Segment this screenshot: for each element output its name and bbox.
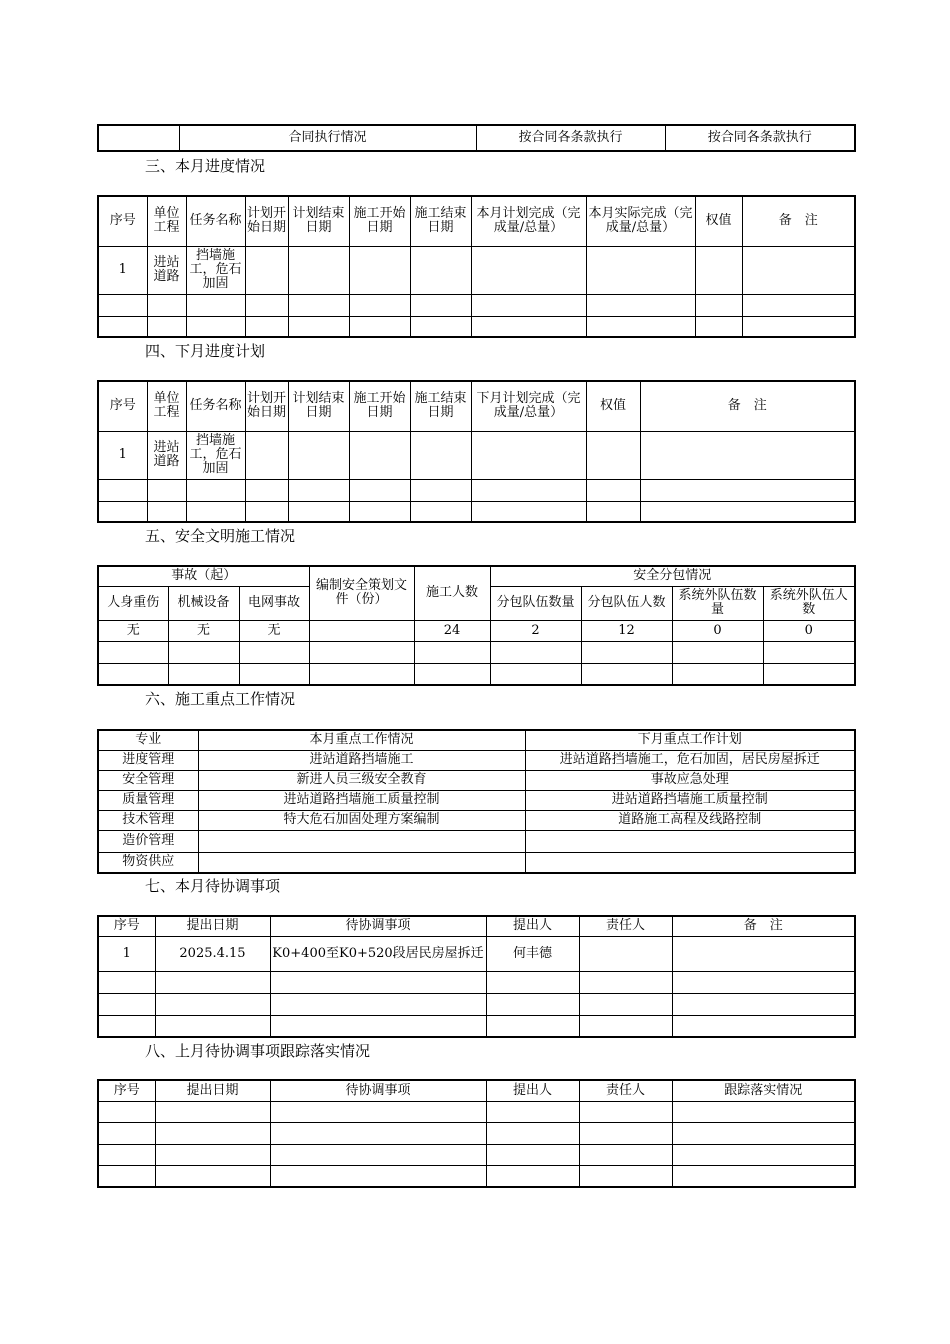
table-cell <box>270 993 486 1015</box>
table-cell: 质量管理 <box>98 790 198 810</box>
table-cell <box>486 1165 579 1187</box>
table-cell <box>695 246 742 294</box>
table-cell <box>155 1144 270 1165</box>
table-cell <box>186 479 245 501</box>
table-cell <box>742 316 855 337</box>
table-cell <box>742 246 855 294</box>
table-cell <box>672 663 763 685</box>
header-cell: 分包队伍数量 <box>490 586 581 620</box>
table-cell: 进站道路 <box>147 431 186 479</box>
header-cell: 系统外队伍数量 <box>672 586 763 620</box>
table-cell: 进站道路挡墙施工质量控制 <box>525 790 855 810</box>
table-cell <box>309 663 414 685</box>
table-cell <box>349 316 410 337</box>
table-cell <box>672 1122 855 1144</box>
header-cell: 序号 <box>98 916 155 936</box>
table-cell: 无 <box>239 620 309 641</box>
header-cell: 事故（起） <box>98 566 309 586</box>
table-cell <box>586 479 640 501</box>
table-cell: K0+400至K0+520段居民房屋拆迁 <box>270 936 486 971</box>
monthly-progress-table <box>97 195 856 338</box>
table-cell: 技术管理 <box>98 810 198 830</box>
table-cell <box>98 1165 155 1187</box>
table-cell: 挡墙施工，危石加固 <box>186 246 245 294</box>
table-cell: 事故应急处理 <box>525 770 855 790</box>
table-cell <box>245 501 288 522</box>
table-cell <box>168 641 239 663</box>
table-cell <box>586 294 695 316</box>
table-cell <box>98 971 155 993</box>
table-cell <box>147 479 186 501</box>
key-work-table <box>97 729 856 874</box>
table-row <box>98 830 855 852</box>
table-cell <box>270 1122 486 1144</box>
header-cell: 备 注 <box>640 381 855 431</box>
table-cell: 道路施工高程及线路控制 <box>525 810 855 830</box>
table-cell <box>245 294 288 316</box>
header-cell: 单位工程 <box>147 381 186 431</box>
table-row <box>98 1165 855 1187</box>
table-cell <box>270 1101 486 1122</box>
contract-value-2: 按合同各条款执行 <box>665 125 855 151</box>
header-cell: 施工结束日期 <box>410 381 471 431</box>
header-cell: 跟踪落实情况 <box>672 1080 855 1101</box>
table-cell <box>198 852 525 873</box>
header-cell: 提出日期 <box>155 916 270 936</box>
header-cell: 待协调事项 <box>270 916 486 936</box>
section-3-title: 三、本月进度情况 <box>145 157 266 175</box>
table-cell <box>288 246 349 294</box>
table-cell <box>155 993 270 1015</box>
table-cell <box>672 1015 855 1037</box>
table-cell <box>245 316 288 337</box>
table-cell <box>147 501 186 522</box>
table-cell <box>579 993 672 1015</box>
table-header-row <box>98 566 855 586</box>
table-cell <box>288 479 349 501</box>
table-cell <box>579 1165 672 1187</box>
header-cell: 序号 <box>98 381 147 431</box>
table-row <box>98 1144 855 1165</box>
table-row <box>98 770 855 790</box>
contract-label: 合同执行情况 <box>179 125 476 151</box>
table-cell <box>168 663 239 685</box>
table-cell <box>270 1165 486 1187</box>
table-cell <box>349 246 410 294</box>
header-cell: 序号 <box>98 1080 155 1101</box>
table-cell <box>288 316 349 337</box>
table-cell <box>98 663 168 685</box>
header-cell: 安全分包情况 <box>490 566 855 586</box>
table-cell <box>239 641 309 663</box>
header-cell: 下月重点工作计划 <box>525 730 855 750</box>
table-row <box>98 431 855 479</box>
table-cell: 1 <box>98 936 155 971</box>
table-cell <box>410 431 471 479</box>
table-cell <box>672 1165 855 1187</box>
table-cell <box>98 1122 155 1144</box>
next-month-plan-table <box>97 380 856 523</box>
table-row <box>98 936 855 971</box>
table-cell: 0 <box>763 620 855 641</box>
table-cell: 进站道路挡墙施工 <box>198 750 525 770</box>
table-cell: 无 <box>98 620 168 641</box>
table-cell <box>186 294 245 316</box>
table-cell <box>414 641 490 663</box>
header-cell: 编制安全策划文件（份） <box>309 566 414 620</box>
table-cell <box>98 501 147 522</box>
header-cell: 本月实际完成（完成量/总量） <box>586 196 695 246</box>
table-cell <box>410 246 471 294</box>
table-cell <box>98 1015 155 1037</box>
table-cell: 物资供应 <box>98 852 198 873</box>
header-cell: 提出人 <box>486 916 579 936</box>
header-cell: 任务名称 <box>186 381 245 431</box>
header-cell: 施工人数 <box>414 566 490 620</box>
table-cell <box>410 316 471 337</box>
table-cell <box>579 1144 672 1165</box>
table-cell: 挡墙施工，危石加固 <box>186 431 245 479</box>
table-cell <box>486 1144 579 1165</box>
section-6-title: 六、施工重点工作情况 <box>145 690 296 708</box>
table-cell <box>270 971 486 993</box>
contract-value-1: 按合同各条款执行 <box>476 125 665 151</box>
table-row <box>98 479 855 501</box>
table-cell <box>640 431 855 479</box>
table-cell <box>349 431 410 479</box>
table-cell <box>98 1144 155 1165</box>
table-cell <box>349 501 410 522</box>
table-header-row <box>98 730 855 750</box>
table-cell: 特大危石加固处理方案编制 <box>198 810 525 830</box>
table-cell <box>486 1122 579 1144</box>
section-3-block <box>97 195 856 338</box>
contract-table <box>97 124 856 152</box>
header-cell: 系统外队伍人数 <box>763 586 855 620</box>
header-cell: 机械设备 <box>168 586 239 620</box>
table-cell <box>579 936 672 971</box>
table-cell <box>486 993 579 1015</box>
table-cell <box>155 1165 270 1187</box>
header-cell: 任务名称 <box>186 196 245 246</box>
table-cell <box>288 431 349 479</box>
table-cell <box>410 294 471 316</box>
coordination-table <box>97 915 856 1038</box>
header-cell: 施工开始日期 <box>349 196 410 246</box>
header-cell: 权值 <box>586 381 640 431</box>
table-cell <box>288 501 349 522</box>
header-cell: 下月计划完成（完成量/总量） <box>471 381 586 431</box>
table-cell <box>309 620 414 641</box>
table-cell <box>695 316 742 337</box>
safety-table <box>97 565 856 686</box>
table-cell <box>486 971 579 993</box>
table-cell <box>586 246 695 294</box>
table-cell <box>490 641 581 663</box>
table-cell <box>155 1122 270 1144</box>
header-cell: 电网事故 <box>239 586 309 620</box>
table-cell <box>155 1101 270 1122</box>
table-cell: 进站道路挡墙施工质量控制 <box>198 790 525 810</box>
table-cell <box>288 294 349 316</box>
section-5-title: 五、安全文明施工情况 <box>145 527 296 545</box>
table-cell: 1 <box>98 431 147 479</box>
table-cell <box>490 663 581 685</box>
table-row <box>98 246 855 294</box>
table-cell <box>98 993 155 1015</box>
table-cell <box>410 501 471 522</box>
table-header-row <box>98 1080 855 1101</box>
table-cell: 新进人员三级安全教育 <box>198 770 525 790</box>
table-cell <box>471 246 586 294</box>
table-row <box>98 316 855 337</box>
contract-section <box>97 124 856 152</box>
section-4-title: 四、下月进度计划 <box>145 342 266 360</box>
header-cell: 计划结束日期 <box>288 381 349 431</box>
table-cell <box>672 971 855 993</box>
table-row <box>98 1101 855 1122</box>
table-cell <box>410 479 471 501</box>
table-cell <box>98 316 147 337</box>
table-cell <box>640 479 855 501</box>
header-cell: 单位工程 <box>147 196 186 246</box>
table-cell: 24 <box>414 620 490 641</box>
header-cell: 责任人 <box>579 916 672 936</box>
header-cell: 序号 <box>98 196 147 246</box>
table-cell: 何丰德 <box>486 936 579 971</box>
table-cell <box>147 316 186 337</box>
header-cell: 权值 <box>695 196 742 246</box>
table-cell <box>471 479 586 501</box>
table-cell <box>586 431 640 479</box>
table-header-row <box>98 916 855 936</box>
section-6-block <box>97 729 856 874</box>
table-cell <box>414 663 490 685</box>
section-8-title: 八、上月待协调事项跟踪落实情况 <box>145 1042 371 1060</box>
section-8-block <box>97 1079 856 1188</box>
table-row <box>98 810 855 830</box>
table-cell: 12 <box>581 620 672 641</box>
header-cell: 计划开始日期 <box>245 196 288 246</box>
table-cell <box>245 246 288 294</box>
followup-table <box>97 1079 856 1188</box>
table-cell: 2 <box>490 620 581 641</box>
header-cell: 人身重伤 <box>98 586 168 620</box>
table-cell <box>640 501 855 522</box>
table-cell <box>98 294 147 316</box>
table-row <box>98 750 855 770</box>
table-row <box>98 501 855 522</box>
table-cell <box>581 663 672 685</box>
table-cell <box>763 663 855 685</box>
table-cell <box>349 479 410 501</box>
table-row <box>98 620 855 641</box>
table-cell <box>742 294 855 316</box>
header-cell: 专业 <box>98 730 198 750</box>
table-cell <box>672 1144 855 1165</box>
table-cell <box>672 936 855 971</box>
table-header-row <box>98 381 855 431</box>
table-cell <box>525 830 855 852</box>
table-cell <box>270 1144 486 1165</box>
table-cell <box>525 852 855 873</box>
table-cell <box>579 1015 672 1037</box>
table-cell <box>98 479 147 501</box>
table-cell <box>98 1101 155 1122</box>
header-cell: 本月计划完成（完成量/总量） <box>471 196 586 246</box>
table-header-row <box>98 196 855 246</box>
table-row <box>98 971 855 993</box>
table-cell <box>471 316 586 337</box>
table-cell <box>486 1015 579 1037</box>
table-cell <box>186 316 245 337</box>
header-cell: 计划结束日期 <box>288 196 349 246</box>
table-row <box>98 1122 855 1144</box>
table-row <box>98 1015 855 1037</box>
table-row <box>98 641 855 663</box>
table-cell: 进站道路 <box>147 246 186 294</box>
contract-blank-cell <box>98 125 179 151</box>
header-cell: 备 注 <box>742 196 855 246</box>
table-cell <box>471 431 586 479</box>
table-cell <box>155 971 270 993</box>
header-cell: 待协调事项 <box>270 1080 486 1101</box>
table-row <box>98 993 855 1015</box>
table-cell <box>581 641 672 663</box>
table-cell <box>270 1015 486 1037</box>
header-cell: 施工结束日期 <box>410 196 471 246</box>
table-cell <box>763 641 855 663</box>
table-cell <box>198 830 525 852</box>
table-cell <box>186 501 245 522</box>
table-cell <box>349 294 410 316</box>
section-5-block <box>97 565 856 686</box>
table-cell: 造价管理 <box>98 830 198 852</box>
table-cell <box>98 641 168 663</box>
table-cell <box>245 479 288 501</box>
table-cell: 进度管理 <box>98 750 198 770</box>
table-cell <box>672 993 855 1015</box>
table-cell <box>239 663 309 685</box>
table-cell <box>586 501 640 522</box>
table-cell: 无 <box>168 620 239 641</box>
table-row <box>98 294 855 316</box>
section-4-block <box>97 380 856 523</box>
table-cell <box>695 294 742 316</box>
table-cell: 0 <box>672 620 763 641</box>
header-cell: 施工开始日期 <box>349 381 410 431</box>
table-cell <box>155 1015 270 1037</box>
table-cell <box>471 294 586 316</box>
section-7-title: 七、本月待协调事项 <box>145 877 281 895</box>
table-cell <box>147 294 186 316</box>
header-cell: 分包队伍人数 <box>581 586 672 620</box>
section-7-block <box>97 915 856 1038</box>
table-cell <box>486 1101 579 1122</box>
header-cell: 备 注 <box>672 916 855 936</box>
table-cell <box>309 641 414 663</box>
header-cell: 责任人 <box>579 1080 672 1101</box>
table-cell <box>471 501 586 522</box>
table-cell <box>586 316 695 337</box>
table-cell <box>672 641 763 663</box>
table-cell <box>579 971 672 993</box>
table-cell <box>245 431 288 479</box>
table-row <box>98 852 855 873</box>
header-cell: 本月重点工作情况 <box>198 730 525 750</box>
table-cell <box>579 1101 672 1122</box>
table-cell: 进站道路挡墙施工，危石加固，居民房屋拆迁 <box>525 750 855 770</box>
table-row <box>98 790 855 810</box>
table-cell: 安全管理 <box>98 770 198 790</box>
table-cell: 2025.4.15 <box>155 936 270 971</box>
header-cell: 计划开始日期 <box>245 381 288 431</box>
table-cell: 1 <box>98 246 147 294</box>
header-cell: 提出日期 <box>155 1080 270 1101</box>
table-row <box>98 663 855 685</box>
header-cell: 提出人 <box>486 1080 579 1101</box>
table-cell <box>672 1101 855 1122</box>
table-cell <box>579 1122 672 1144</box>
